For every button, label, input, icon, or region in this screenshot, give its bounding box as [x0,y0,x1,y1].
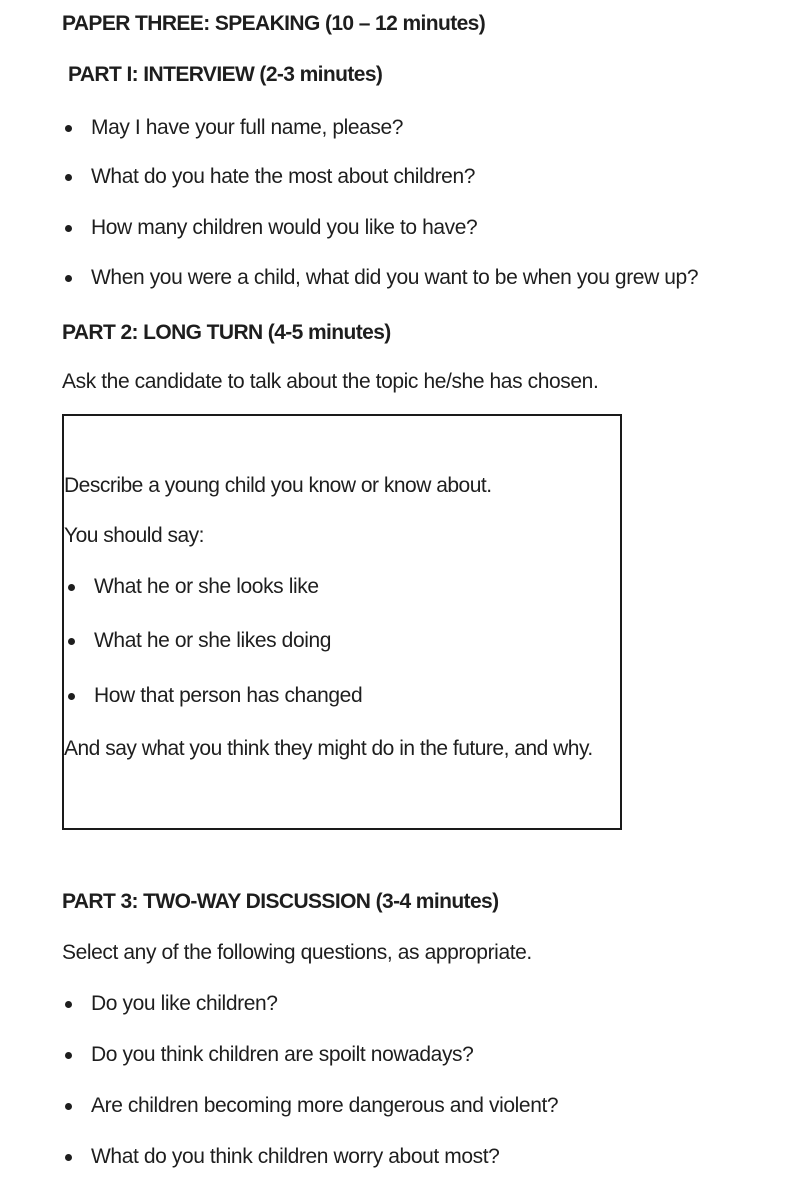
part3-question-item: What do you think children worry about most? [91,1145,500,1168]
part1-question-item: May I have your full name, please? [91,116,404,139]
part1-question-item: What do you hate the most about children? [91,165,476,188]
bullet-icon [68,584,75,591]
bullet-icon [68,638,75,645]
part3-question-item: Are children becoming more dangerous and violent? [91,1094,559,1117]
part1-heading: PART I: INTERVIEW (2-3 minutes) [68,63,383,86]
bullet-icon [65,1103,72,1110]
bullet-icon [65,1154,72,1161]
bullet-icon [65,275,72,282]
part3-question-item: Do you like children? [91,992,278,1015]
bullet-icon [65,174,72,181]
paper-title: PAPER THREE: SPEAKING (10 – 12 minutes) [62,12,486,35]
task-card-point: What he or she likes doing [94,629,332,652]
part2-heading: PART 2: LONG TURN (4-5 minutes) [62,321,391,344]
bullet-icon [65,125,72,132]
task-card-closing: And say what you think they might do in the future, and why. [64,737,593,760]
part3-instruction: Select any of the following questions, as appropriate. [62,941,532,964]
task-card-prompt: Describe a young child you know or know about. [64,474,492,497]
part1-question-item: When you were a child, what did you want to be when you grew up? [91,266,699,289]
bullet-icon [65,1001,72,1008]
bullet-icon [68,693,75,700]
task-card-point: How that person has changed [94,684,363,707]
part3-question-item: Do you think children are spoilt nowadays? [91,1043,474,1066]
bullet-icon [65,225,72,232]
task-card-point: What he or she looks like [94,575,319,598]
part3-heading: PART 3: TWO-WAY DISCUSSION (3-4 minutes) [62,890,499,913]
bullet-icon [65,1052,72,1059]
part1-question-item: How many children would you like to have? [91,216,478,239]
task-card-lead-in: You should say: [64,524,205,547]
part2-instruction: Ask the candidate to talk about the topic he/she has chosen. [62,370,599,393]
